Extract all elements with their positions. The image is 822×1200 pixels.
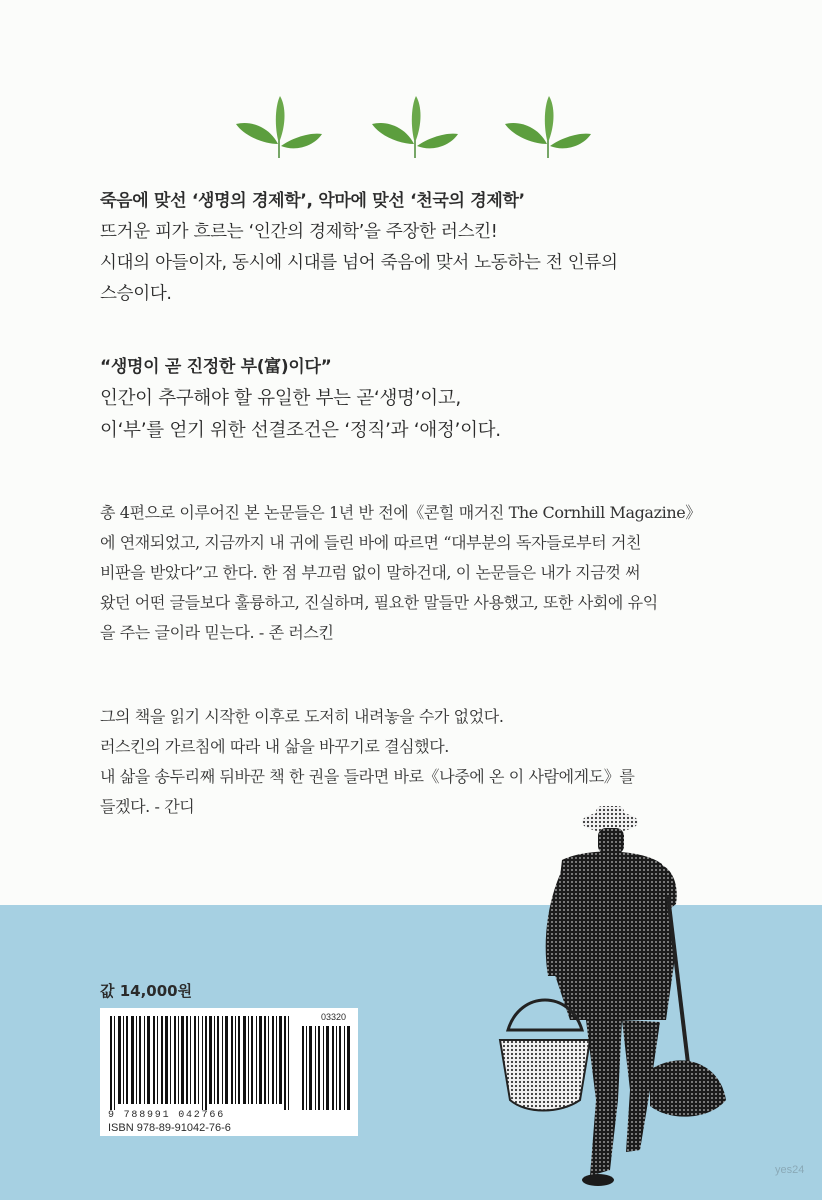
intro-section	[100, 186, 740, 310]
isbn-barcode	[100, 1008, 358, 1136]
barcode-digits: 9 788991 042766	[108, 1110, 226, 1121]
wealth-line: 이‘부’를 얻기 위한 선결조건은 ‘정직’과 ‘애정’이다.	[100, 420, 501, 441]
quote-line: 을 주는 글이라 믿는다. - 존 러스킨	[100, 623, 334, 642]
intro-headline: 죽음에 맞선 ‘생명의 경제학’, 악마에 맞선 ‘천국의 경제학’	[100, 191, 525, 211]
isbn-number: ISBN 978-89-91042-76-6	[108, 1122, 231, 1134]
barcode-addon-number: 03320	[320, 1012, 346, 1022]
leaf-sprig-icon	[503, 92, 593, 162]
quote-line: 왔던 어떤 글들보다 훌륭하고, 진실하며, 필요한 말들만 사용했고, 또한 사회에 유익	[100, 593, 658, 612]
quote-line: 그의 책을 읽기 시작한 이후로 도저히 내려놓을 수가 없었다.	[100, 707, 504, 726]
quote-line: 에 연재되었고, 지금까지 내 귀에 들린 바에 따르면 “대부분의 독자들로부터 거친	[100, 533, 642, 552]
quote-line: 러스킨의 가르침에 따라 내 삶을 바꾸기로 결심했다.	[100, 737, 449, 756]
barcode-bars	[108, 1016, 352, 1110]
watermark: yes24	[775, 1164, 805, 1176]
wealth-headline: “생명이 곧 진정한 부(富)이다”	[100, 357, 332, 377]
leaf-sprig-icon	[370, 92, 460, 162]
price-label: 값 14,000원	[100, 982, 193, 1000]
leaf-sprig-icon	[234, 92, 324, 162]
quote-line: 내 삶을 송두리째 뒤바꾼 책 한 권을 들라면 바로《나중에 온 이 사람에게도》를	[100, 767, 635, 786]
intro-line: 뜨거운 피가 흐르는 ‘인간의 경제학’을 주장한 러스킨!	[100, 222, 498, 242]
intro-line: 시대의 아들이자, 동시에 시대를 넘어 죽음에 맞서 노동하는 전 인류의	[100, 253, 618, 273]
quote-line: 들겠다. - 간디	[100, 797, 195, 816]
intro-line: 스승이다.	[100, 284, 172, 304]
wealth-line: 인간이 추구해야 할 유일한 부는 곧‘생명’이고,	[100, 388, 461, 409]
ruskin-quote	[100, 498, 740, 648]
walking-man-illustration	[490, 800, 740, 1190]
quote-line: 총 4편으로 이루어진 본 논문들은 1년 반 전에《콘힐 매거진 The Cornhill Magazine》	[100, 503, 701, 522]
leaf-ornaments	[0, 92, 822, 172]
quote-line: 비판을 받았다”고 한다. 한 점 부끄럼 없이 말하건대, 이 논문들은 내가 지금껏 써	[100, 563, 641, 582]
wealth-section	[100, 352, 740, 447]
